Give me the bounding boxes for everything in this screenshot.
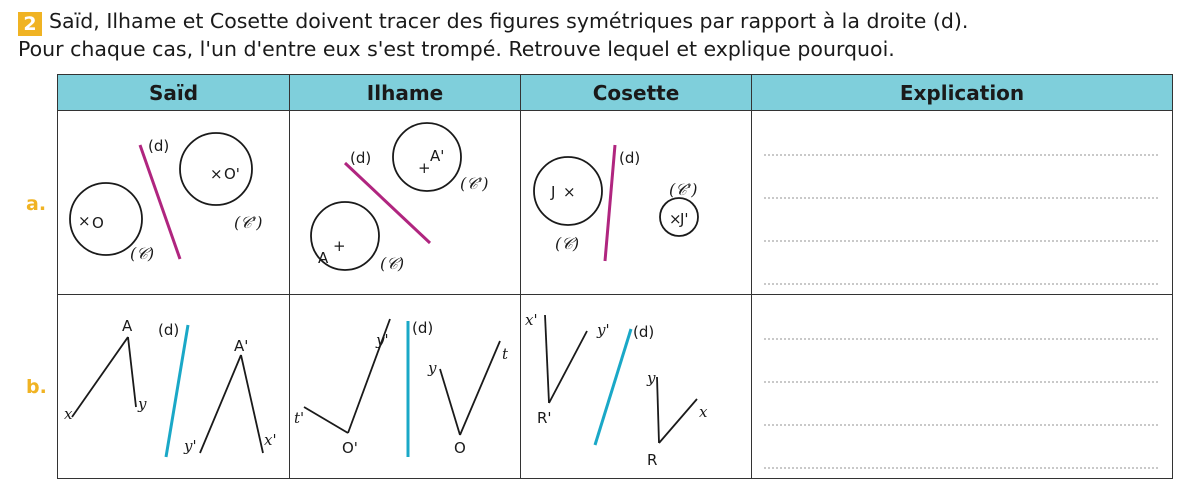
header-explication: Explication — [752, 75, 1173, 111]
cell-explication-a[interactable] — [752, 111, 1173, 295]
cell-said-a — [58, 111, 290, 295]
axis-label: (d) — [412, 319, 434, 337]
point-cross: × — [669, 210, 682, 228]
figure-said-b — [58, 295, 290, 478]
segment — [657, 377, 659, 443]
vertex-label: A' — [234, 337, 249, 355]
vertex-label: R — [647, 451, 658, 469]
segment — [545, 315, 549, 403]
instruction-line-1 — [18, 8, 1188, 36]
ray-label: t' — [294, 409, 305, 427]
point-label: O — [92, 214, 104, 232]
segment — [659, 399, 697, 443]
axis-label: (d) — [350, 149, 372, 167]
point-cross: × — [78, 212, 91, 230]
figure-ilhame-a — [290, 111, 521, 294]
figure-cosette-a — [521, 111, 752, 294]
segment — [440, 369, 460, 435]
figure-cosette-b — [521, 295, 752, 478]
figure-said-a — [58, 111, 290, 294]
circle-label: (𝒞') — [234, 213, 263, 232]
ray-label: y — [138, 395, 147, 413]
cell-cosette-a — [521, 111, 752, 295]
answer-dotted-line — [764, 154, 1158, 156]
row-label-a: a. — [26, 193, 47, 215]
axis-label: (d) — [619, 149, 641, 167]
circle-label: (𝒞') — [669, 180, 698, 199]
axis-label: (d) — [148, 137, 170, 155]
answer-dotted-line — [764, 381, 1158, 383]
answer-dotted-line — [764, 197, 1158, 199]
ray-label: x — [699, 403, 708, 421]
point-label: A — [318, 249, 329, 267]
cell-cosette-b — [521, 295, 752, 479]
segment — [72, 337, 128, 417]
cell-said-b — [58, 295, 290, 479]
segment — [460, 341, 500, 435]
ray-label: y — [428, 359, 437, 377]
point-cross: + — [333, 237, 346, 255]
table-row-a — [58, 111, 1173, 295]
table-row-b — [58, 295, 1173, 479]
circle-label: (𝒞) — [555, 234, 580, 253]
segment — [549, 331, 587, 403]
point-label: J — [551, 183, 556, 201]
segment — [200, 355, 241, 453]
cell-ilhame-a — [290, 111, 521, 295]
header-ilhame: Ilhame — [290, 75, 521, 111]
point-cross: + — [418, 159, 431, 177]
segment — [241, 355, 263, 453]
symmetry-axis-d — [595, 329, 631, 445]
row-label-b: b. — [26, 376, 47, 398]
point-cross: × — [563, 183, 576, 201]
ray-label: y' — [184, 437, 197, 455]
symmetry-axis-d — [140, 145, 180, 259]
cell-ilhame-b — [290, 295, 521, 479]
cell-explication-b[interactable] — [752, 295, 1173, 479]
answer-dotted-line — [764, 338, 1158, 340]
vertex-label: O' — [342, 439, 358, 457]
segment — [304, 407, 348, 433]
point-label: O' — [224, 165, 240, 183]
circle-label: (𝒞') — [460, 174, 489, 193]
vertex-label: R' — [537, 409, 552, 427]
answer-dotted-line — [764, 424, 1158, 426]
axis-label: (d) — [633, 323, 655, 341]
instruction-text-1: Saïd, Ilhame et Cosette doivent tracer des figures symétriques par rapport à la droite (d). — [49, 9, 969, 33]
ray-label: x' — [264, 431, 277, 449]
circle-label: (𝒞) — [380, 254, 405, 273]
ray-label: y' — [597, 321, 610, 339]
axis-label: (d) — [158, 321, 180, 339]
vertex-label: A — [122, 317, 133, 335]
exercise-number-badge: 2 — [18, 12, 42, 36]
ray-label: x' — [525, 311, 538, 329]
vertex-label: O — [454, 439, 466, 457]
header-cosette: Cosette — [521, 75, 752, 111]
header-said: Saïd — [58, 75, 290, 111]
exercise-table — [57, 74, 1173, 479]
ray-label: t — [502, 345, 509, 363]
instruction-line-2: Pour chaque cas, l'un d'entre eux s'est trompé. Retrouve lequel et explique pourquoi. — [18, 37, 895, 61]
exercise-instructions — [18, 8, 1188, 62]
ray-label: y' — [376, 331, 389, 349]
ray-label: x — [64, 405, 73, 423]
segment — [128, 337, 136, 407]
ray-label: y — [647, 369, 656, 387]
point-cross: × — [210, 165, 223, 183]
answer-dotted-line — [764, 283, 1158, 285]
point-label: A' — [430, 147, 445, 165]
answer-dotted-line — [764, 240, 1158, 242]
point-label: J' — [680, 210, 689, 228]
circle-c-prime — [393, 123, 461, 191]
table-header-row — [58, 75, 1173, 111]
answer-dotted-line — [764, 467, 1158, 469]
symmetry-axis-d — [605, 145, 615, 261]
figure-ilhame-b — [290, 295, 521, 478]
circle-label: (𝒞) — [130, 244, 155, 263]
